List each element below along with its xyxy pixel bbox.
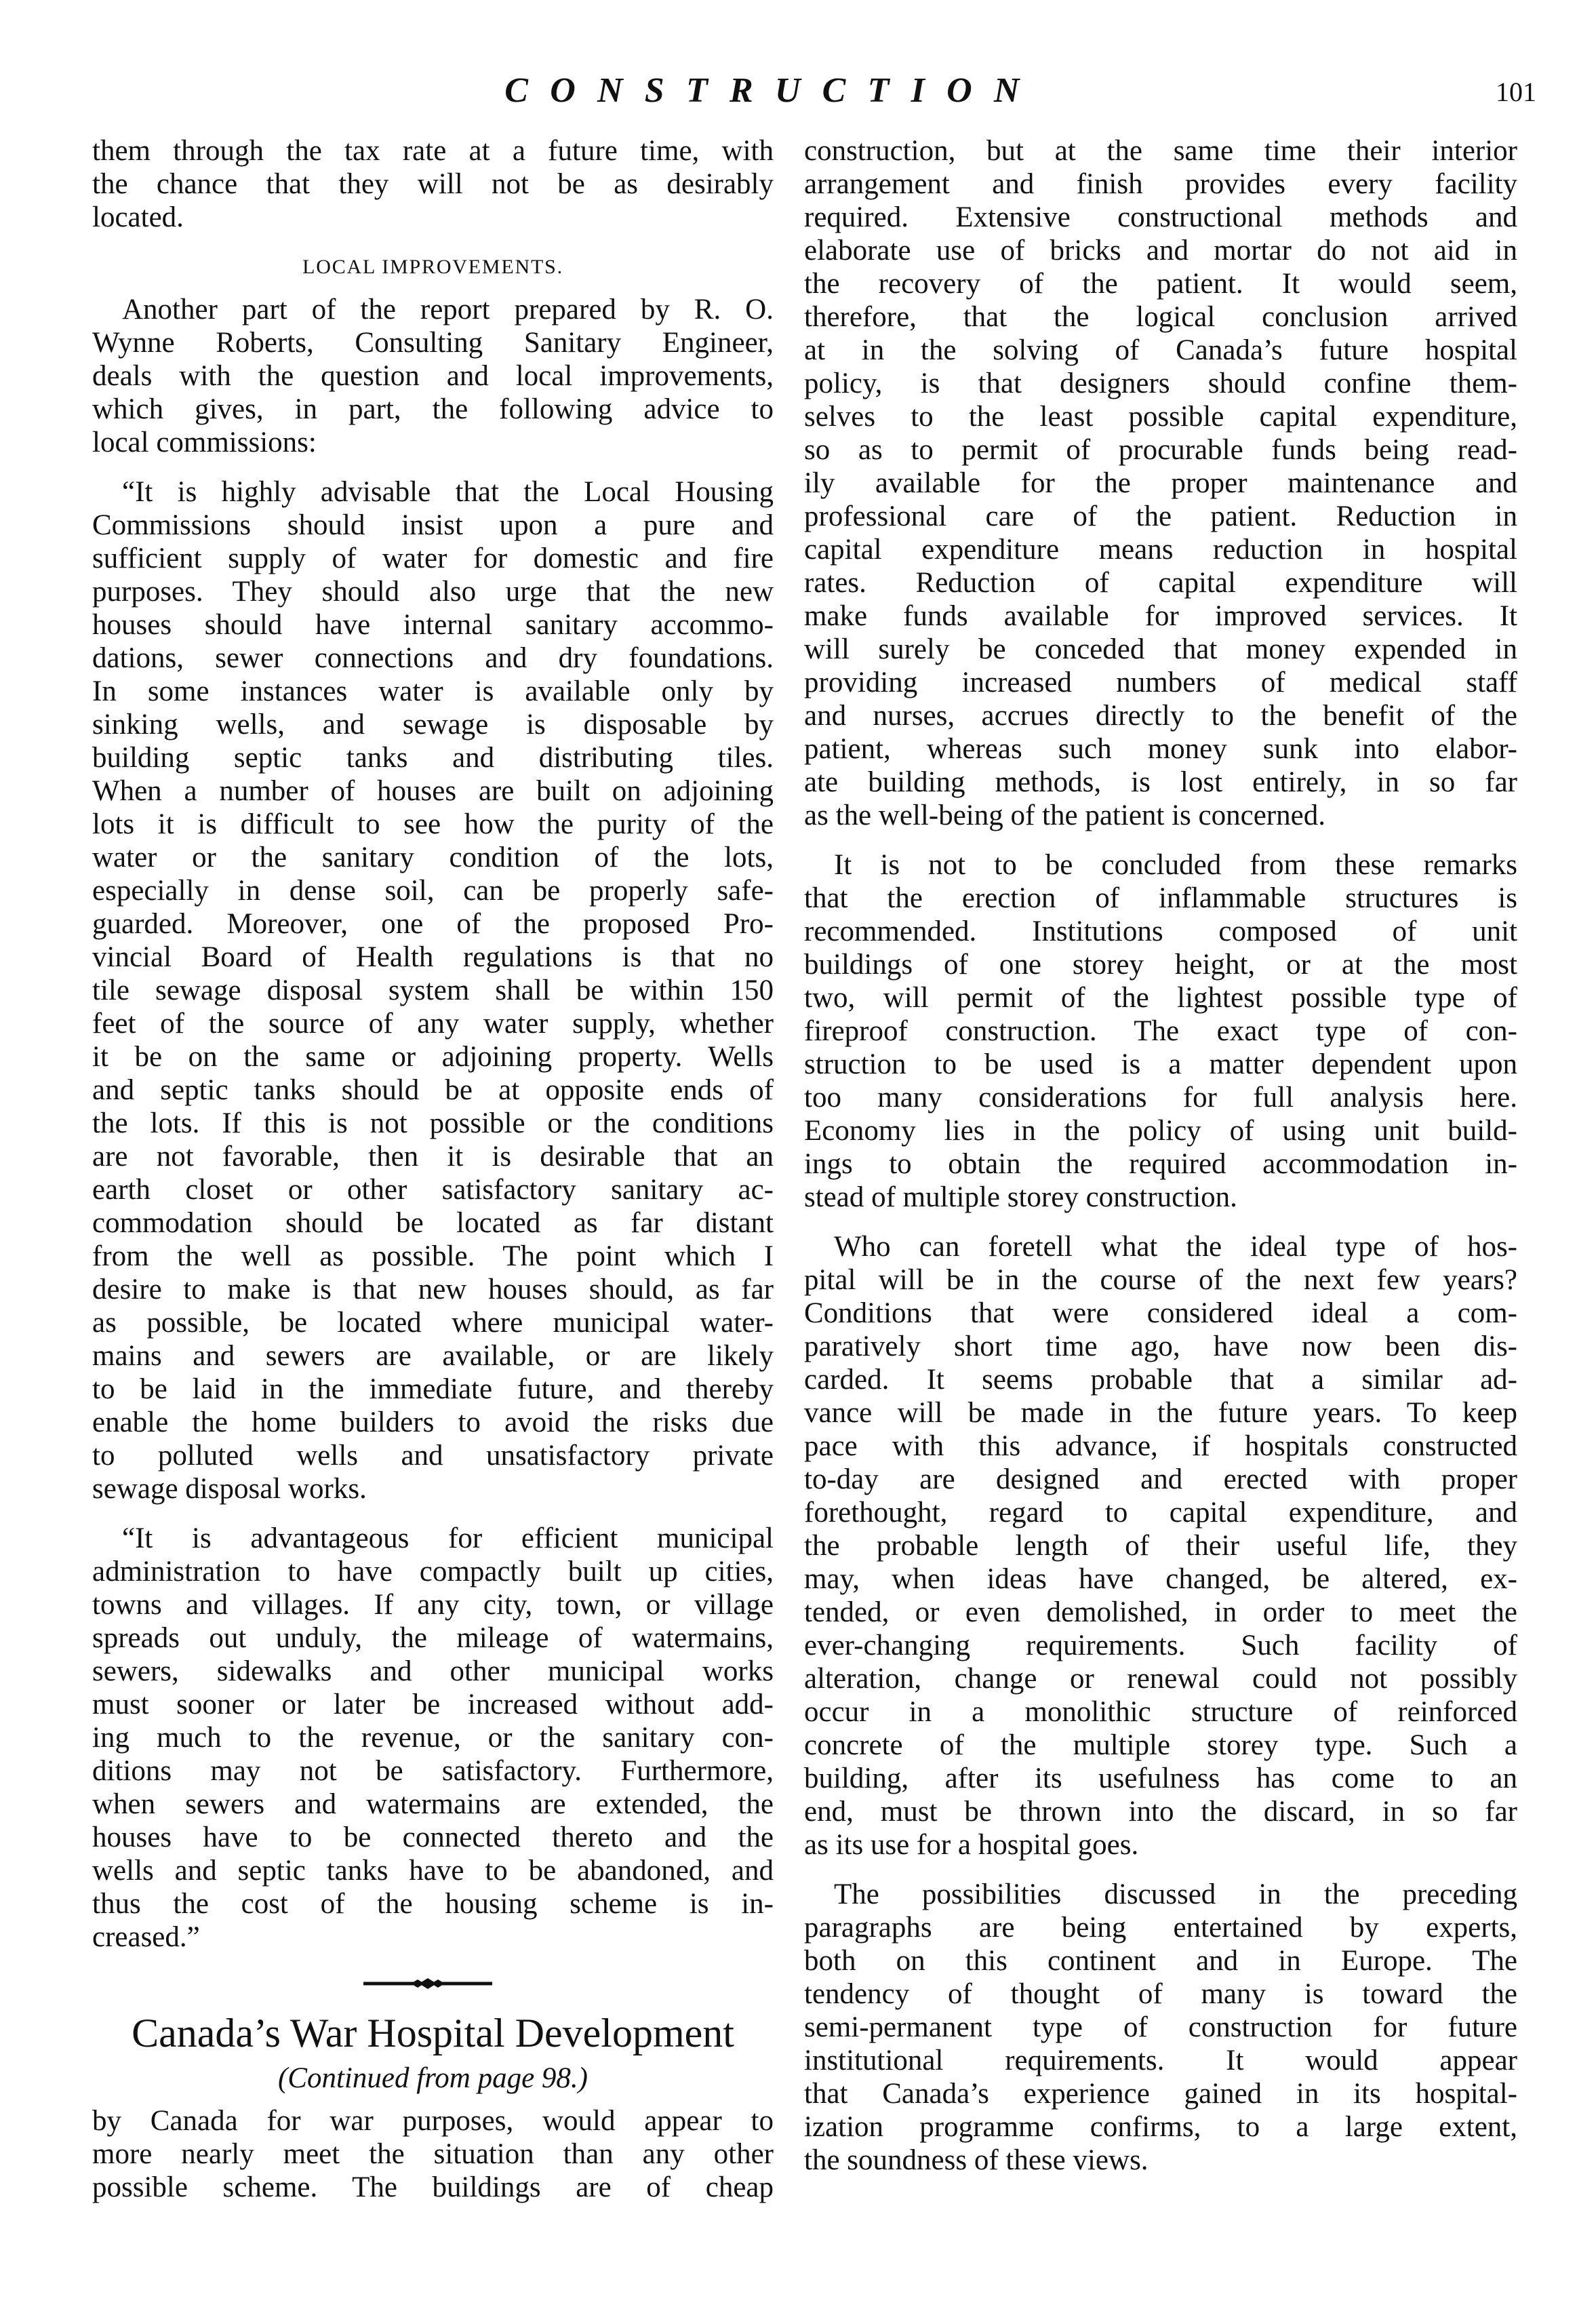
text-line: as possible, be located where municipal water- [92,1307,774,1339]
text-line: forethought, regard to capital expenditure, and [804,1497,1517,1529]
text-line: desire to make is that new houses should, as far [92,1274,774,1305]
text-line: elaborate use of bricks and mortar do not aid in [804,235,1517,267]
text-line: providing increased numbers of medical staff [804,667,1517,698]
left-column [92,134,774,2220]
text-line: more nearly meet the situation than any other [92,2138,774,2170]
text-line: Commissions should insist upon a pure and [92,509,774,541]
paragraph [92,1522,774,1954]
text-line: In some instances water is available only by [92,675,774,707]
text-line: may, when ideas have changed, be altered, ex- [804,1563,1517,1595]
text-line: patient, whereas such money sunk into elabor- [804,733,1517,765]
text-line: Wynne Roberts, Consulting Sanitary Engineer, [92,327,774,359]
text-line: Economy lies in the policy of using unit build- [804,1115,1517,1147]
text-line: occur in a monolithic structure of reinforced [804,1696,1517,1728]
text-line: tile sewage disposal system shall be within 150 [92,974,774,1006]
text-line: are not favorable, then it is desirable that an [92,1141,774,1173]
text-line: local commissions: [92,427,317,458]
text-line: too many considerations for full analysis here. [804,1082,1517,1114]
text-line: from the well as possible. The point which I [92,1240,774,1272]
text-line: required. Extensive constructional methods and [804,201,1517,233]
text-line: it be on the same or adjoining property. Wells [92,1041,774,1073]
text-line: both on this continent and in Europe. The [804,1945,1517,1977]
text-line: “It is advantageous for efficient municipal [122,1522,774,1554]
ornament-divider [92,1970,774,1997]
text-line: water or the sanitary condition of the lots, [92,842,774,873]
text-line: Conditions that were considered ideal a com- [804,1297,1517,1329]
text-line: as the well-being of the patient is concerned. [804,800,1325,831]
text-line: will surely be conceded that money expended in [804,633,1517,665]
text-line: dations, sewer connections and dry foundations. [92,642,774,674]
text-line: that Canada’s experience gained in its hospital- [804,2078,1517,2110]
text-line: capital expenditure means reduction in hospital [804,534,1517,566]
text-line: paratively short time ago, have now been dis- [804,1331,1517,1362]
text-line: buildings of one storey height, or at the most [804,949,1517,981]
text-line: ever-changing requirements. Such facility of [804,1630,1517,1661]
text-line: ization programme confirms, to a large extent, [804,2111,1517,2143]
text-line: therefore, that the logical conclusion arrived [804,301,1517,333]
section-subheading: LOCAL IMPROVEMENTS. [302,256,563,278]
text-line: sinking wells, and sewage is disposable by [92,709,774,741]
text-line: tendency of thought of many is toward the [804,1978,1517,2010]
text-line: semi-permanent type of construction for future [804,2011,1517,2043]
text-line: especially in dense soil, can be properly safe- [92,875,774,907]
text-line: lots it is difficult to see how the purity of the [92,808,774,840]
text-line: that the erection of inflammable structures is [804,882,1517,914]
text-line: purposes. They should also urge that the new [92,576,774,608]
text-line: administration to have compactly built up cities, [92,1556,774,1588]
text-line: deals with the question and local improvements, [92,360,774,392]
text-line: institutional requirements. It would appear [804,2045,1517,2076]
text-line: sewage disposal works. [92,1473,367,1505]
text-line: ings to obtain the required accommodation in- [804,1148,1517,1180]
text-line: Who can foretell what the ideal type of hos- [834,1231,1517,1263]
text-line: pace with this advance, if hospitals constructed [804,1430,1517,1462]
text-line: thus the cost of the housing scheme is in- [92,1888,774,1920]
text-line: recommended. Institutions composed of unit [804,915,1517,947]
text-line: to be laid in the immediate future, and thereby [92,1373,774,1405]
text-line: houses have to be connected thereto and the [92,1821,774,1853]
text-line: towns and villages. If any city, town, or village [92,1589,774,1621]
text-line: struction to be used is a matter dependent upon [804,1048,1517,1080]
text-line: located. [92,201,184,233]
page-number: 101 [1496,77,1536,107]
text-line: creased.” [92,1921,200,1953]
text-line: at in the solving of Canada’s future hospital [804,334,1517,366]
text-line: houses should have internal sanitary accommo- [92,609,774,641]
text-line: possible scheme. The buildings are of cheap [92,2171,774,2203]
text-line: Another part of the report prepared by R. O. [122,294,774,326]
text-line: vincial Board of Health regulations is that no [92,941,774,973]
text-line: the chance that they will not be as desirably [92,168,774,200]
text-line: guarded. Moreover, one of the proposed Pro- [92,908,774,940]
text-line: the probable length of their useful life, they [804,1530,1517,1562]
text-line: spreads out unduly, the mileage of watermains, [92,1622,774,1654]
text-line: ditions may not be satisfactory. Furthermore, [92,1755,774,1787]
text-line: the recovery of the patient. It would seem, [804,268,1517,300]
text-line: building, after its usefulness has come to an [804,1762,1517,1794]
text-line: which gives, in part, the following advice to [92,393,774,425]
text-line: two, will permit of the lightest possible type of [804,982,1517,1014]
paragraph [92,134,774,234]
text-line: It is not to be concluded from these remarks [834,849,1517,881]
paragraph [92,2104,774,2204]
text-line: to-day are designed and erected with proper [804,1463,1517,1495]
text-line: commodation should be located as far distant [92,1207,774,1239]
text-line: mains and sewers are available, or are likely [92,1340,774,1372]
text-line: sufficient supply of water for domestic and fire [92,543,774,574]
text-line: as its use for a hospital goes. [804,1829,1139,1861]
paragraph [804,1230,1517,1862]
paragraph [804,134,1517,832]
text-line: concrete of the multiple storey type. Such a [804,1729,1517,1761]
text-line: arrangement and finish provides every facility [804,168,1517,200]
right-column [804,134,1517,2193]
running-head: CONSTRUCTION [504,71,1041,110]
text-line: by Canada for war purposes, would appear to [92,2105,774,2137]
text-line: the lots. If this is not possible or the conditions [92,1107,774,1139]
text-line: “It is highly advisable that the Local Housing [122,476,774,508]
text-line: ily available for the proper maintenance and [804,467,1517,499]
text-line: When a number of houses are built on adjoining [92,775,774,807]
text-line: wells and septic tanks have to be abandoned, and [92,1855,774,1887]
paragraph [92,293,774,459]
text-line: vance will be made in the future years. To keep [804,1397,1517,1429]
text-line: policy, is that designers should confine them- [804,368,1517,399]
text-line: and nurses, accrues directly to the benefit of the [804,700,1517,732]
text-line: earth closet or other satisfactory sanitary ac- [92,1174,774,1206]
text-line: The possibilities discussed in the preceding [834,1878,1517,1910]
text-line: make funds available for improved services. It [804,600,1517,632]
text-line: pital will be in the course of the next few years? [804,1264,1517,1296]
text-line: carded. It seems probable that a similar ad- [804,1364,1517,1396]
text-line: so as to permit of procurable funds being read- [804,434,1517,466]
text-line: end, must be thrown into the discard, in so far [804,1796,1517,1828]
text-line: and septic tanks should be at opposite ends of [92,1074,774,1106]
paragraph [92,475,774,1505]
text-line: the soundness of these views. [804,2144,1149,2176]
text-line: must sooner or later be increased without add- [92,1689,774,1720]
paragraph [804,1878,1517,2177]
text-line: paragraphs are being entertained by experts, [804,1912,1517,1944]
text-line: alteration, change or renewal could not possibly [804,1663,1517,1695]
text-line: professional care of the patient. Reduction in [804,500,1517,532]
text-line: construction, but at the same time their interior [804,135,1517,167]
text-line: selves to the least possible capital expenditure, [804,401,1517,433]
text-line: rates. Reduction of capital expenditure will [804,567,1517,599]
text-line: enable the home builders to avoid the risks due [92,1406,774,1438]
paragraph [804,848,1517,1214]
text-line: sewers, sidewalks and other municipal works [92,1655,774,1687]
text-line: tended, or even demolished, in order to meet the [804,1596,1517,1628]
article-title: Canada’s War Hospital Development [132,2011,734,2055]
text-line: ing much to the revenue, or the sanitary con- [92,1722,774,1754]
text-line: when sewers and watermains are extended, the [92,1788,774,1820]
text-line: fireproof construction. The exact type of con- [804,1015,1517,1047]
text-line: to polluted wells and unsatisfactory private [92,1440,774,1472]
text-line: ate building methods, is lost entirely, in so far [804,766,1517,798]
text-line: them through the tax rate at a future time, with [92,135,774,167]
text-line: feet of the source of any water supply, whether [92,1008,774,1040]
continued-note: (Continued from page 98.) [277,2062,588,2094]
text-line: building septic tanks and distributing tiles. [92,742,774,774]
text-line: stead of multiple storey construction. [804,1181,1237,1213]
